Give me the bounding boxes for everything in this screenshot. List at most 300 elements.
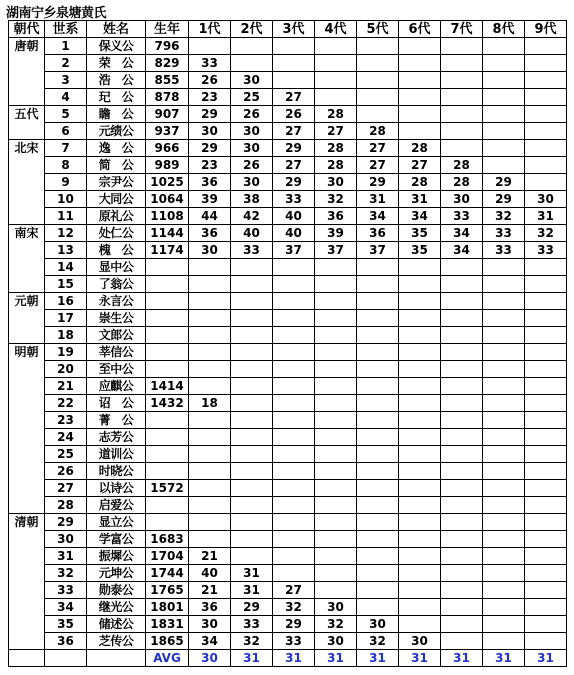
avg-cell: 31 — [525, 650, 567, 667]
column-header-gen3: 3代 — [273, 21, 315, 38]
dynasty-cell — [9, 242, 45, 259]
gen5-cell — [357, 446, 399, 463]
gen8-cell: 29 — [483, 191, 525, 208]
gen5-cell: 37 — [357, 242, 399, 259]
gen1-cell — [189, 361, 231, 378]
gen7-cell — [441, 429, 483, 446]
gen2-cell — [231, 55, 273, 72]
avg-cell: 31 — [357, 650, 399, 667]
name-cell: 元绩公 — [87, 123, 146, 140]
gen5-cell — [357, 429, 399, 446]
column-header-gen4: 4代 — [315, 21, 357, 38]
dynasty-cell — [9, 548, 45, 565]
generation-cell: 6 — [45, 123, 87, 140]
dynasty-cell — [9, 361, 45, 378]
gen1-cell — [189, 531, 231, 548]
gen6-cell — [399, 616, 441, 633]
table-row — [9, 106, 567, 123]
gen1-cell: 36 — [189, 225, 231, 242]
gen2-cell — [231, 514, 273, 531]
gen1-cell — [189, 412, 231, 429]
birth-year-cell — [146, 497, 189, 514]
generation-cell: 3 — [45, 72, 87, 89]
gen9-cell — [525, 514, 567, 531]
generation-cell: 13 — [45, 242, 87, 259]
dynasty-cell — [9, 276, 45, 293]
gen6-cell — [399, 293, 441, 310]
table-row — [9, 616, 567, 633]
gen8-cell — [483, 310, 525, 327]
gen3-cell: 27 — [273, 89, 315, 106]
generation-cell: 31 — [45, 548, 87, 565]
gen8-cell — [483, 395, 525, 412]
gen2-cell — [231, 293, 273, 310]
gen1-cell — [189, 446, 231, 463]
gen7-cell: 34 — [441, 225, 483, 242]
gen5-cell: 36 — [357, 225, 399, 242]
gen6-cell: 35 — [399, 242, 441, 259]
generation-cell: 36 — [45, 633, 87, 650]
generation-cell: 24 — [45, 429, 87, 446]
name-cell: 学富公 — [87, 531, 146, 548]
gen7-cell: 28 — [441, 157, 483, 174]
birth-year-cell: 907 — [146, 106, 189, 123]
gen4-cell: 28 — [315, 140, 357, 157]
gen5-cell — [357, 565, 399, 582]
gen8-cell — [483, 276, 525, 293]
header-row — [9, 21, 567, 38]
gen3-cell — [273, 259, 315, 276]
gen5-cell — [357, 293, 399, 310]
gen9-cell — [525, 565, 567, 582]
dynasty-cell: 清朝 — [9, 514, 45, 531]
birth-year-cell: 1765 — [146, 582, 189, 599]
gen5-cell: 27 — [357, 157, 399, 174]
gen6-cell — [399, 548, 441, 565]
column-header-gen1: 1代 — [189, 21, 231, 38]
gen8-cell — [483, 89, 525, 106]
gen4-cell — [315, 412, 357, 429]
gen6-cell — [399, 599, 441, 616]
birth-year-cell: 1865 — [146, 633, 189, 650]
table-row — [9, 140, 567, 157]
gen1-cell — [189, 327, 231, 344]
gen3-cell — [273, 429, 315, 446]
gen8-cell — [483, 514, 525, 531]
name-cell: 显中公 — [87, 259, 146, 276]
gen7-cell — [441, 582, 483, 599]
gen8-cell — [483, 480, 525, 497]
dynasty-cell: 五代 — [9, 106, 45, 123]
dynasty-cell — [9, 310, 45, 327]
gen2-cell — [231, 548, 273, 565]
gen4-cell: 39 — [315, 225, 357, 242]
avg-cell: 30 — [189, 650, 231, 667]
name-cell: 永言公 — [87, 293, 146, 310]
gen8-cell: 32 — [483, 208, 525, 225]
gen6-cell — [399, 480, 441, 497]
page-title: 湖南宁乡泉塘黄氏 — [6, 6, 107, 21]
table-row — [9, 174, 567, 191]
dynasty-cell — [9, 565, 45, 582]
gen4-cell — [315, 514, 357, 531]
gen8-cell — [483, 123, 525, 140]
gen5-cell — [357, 276, 399, 293]
gen6-cell: 28 — [399, 174, 441, 191]
table-row — [9, 514, 567, 531]
gen9-cell: 30 — [525, 191, 567, 208]
gen4-cell: 32 — [315, 191, 357, 208]
gen8-cell — [483, 548, 525, 565]
gen1-cell — [189, 344, 231, 361]
gen8-cell: 33 — [483, 225, 525, 242]
avg-cell — [45, 650, 87, 667]
gen9-cell: 33 — [525, 242, 567, 259]
avg-cell: 31 — [273, 650, 315, 667]
dynasty-cell — [9, 55, 45, 72]
gen5-cell — [357, 582, 399, 599]
birth-year-cell: 1572 — [146, 480, 189, 497]
dynasty-cell — [9, 463, 45, 480]
gen5-cell — [357, 463, 399, 480]
gen2-cell: 30 — [231, 123, 273, 140]
name-cell: 宗尹公 — [87, 174, 146, 191]
birth-year-cell — [146, 361, 189, 378]
gen1-cell: 36 — [189, 599, 231, 616]
name-cell: 继光公 — [87, 599, 146, 616]
gen1-cell: 23 — [189, 157, 231, 174]
name-cell: 时晓公 — [87, 463, 146, 480]
gen7-cell: 33 — [441, 208, 483, 225]
name-cell: 瞻 公 — [87, 106, 146, 123]
gen2-cell: 33 — [231, 242, 273, 259]
dynasty-cell: 南宋 — [9, 225, 45, 242]
gen5-cell — [357, 531, 399, 548]
table-row — [9, 395, 567, 412]
dynasty-cell — [9, 412, 45, 429]
gen2-cell: 30 — [231, 72, 273, 89]
gen5-cell — [357, 344, 399, 361]
gen1-cell: 26 — [189, 72, 231, 89]
birth-year-cell: 966 — [146, 140, 189, 157]
gen2-cell — [231, 497, 273, 514]
gen5-cell: 32 — [357, 633, 399, 650]
gen6-cell — [399, 276, 441, 293]
gen3-cell — [273, 565, 315, 582]
generation-cell: 33 — [45, 582, 87, 599]
gen8-cell — [483, 327, 525, 344]
name-cell: 崇生公 — [87, 310, 146, 327]
gen3-cell — [273, 276, 315, 293]
table-row — [9, 599, 567, 616]
name-cell: 储述公 — [87, 616, 146, 633]
gen8-cell — [483, 497, 525, 514]
gen5-cell — [357, 55, 399, 72]
dynasty-cell — [9, 429, 45, 446]
gen7-cell — [441, 310, 483, 327]
gen9-cell — [525, 446, 567, 463]
gen9-cell — [525, 616, 567, 633]
gen3-cell: 37 — [273, 242, 315, 259]
gen4-cell: 32 — [315, 616, 357, 633]
birth-year-cell: 989 — [146, 157, 189, 174]
dynasty-cell — [9, 395, 45, 412]
generation-cell: 23 — [45, 412, 87, 429]
birth-year-cell: 1744 — [146, 565, 189, 582]
gen8-cell — [483, 106, 525, 123]
dynasty-cell — [9, 378, 45, 395]
gen6-cell — [399, 514, 441, 531]
gen8-cell — [483, 293, 525, 310]
gen7-cell — [441, 293, 483, 310]
table-row — [9, 412, 567, 429]
generation-cell: 17 — [45, 310, 87, 327]
gen9-cell — [525, 140, 567, 157]
gen6-cell: 30 — [399, 633, 441, 650]
gen1-cell: 30 — [189, 616, 231, 633]
gen4-cell: 30 — [315, 633, 357, 650]
gen9-cell — [525, 157, 567, 174]
birth-year-cell: 1108 — [146, 208, 189, 225]
gen3-cell — [273, 378, 315, 395]
gen7-cell — [441, 361, 483, 378]
gen7-cell — [441, 106, 483, 123]
gen5-cell — [357, 480, 399, 497]
avg-label: AVG — [146, 650, 189, 667]
gen7-cell: 30 — [441, 191, 483, 208]
gen6-cell — [399, 344, 441, 361]
gen2-cell — [231, 310, 273, 327]
gen6-cell — [399, 378, 441, 395]
birth-year-cell — [146, 327, 189, 344]
dynasty-cell — [9, 446, 45, 463]
gen1-cell — [189, 38, 231, 55]
average-row — [9, 650, 567, 667]
gen5-cell — [357, 310, 399, 327]
name-cell: 原礼公 — [87, 208, 146, 225]
table-row — [9, 123, 567, 140]
table-row — [9, 89, 567, 106]
gen7-cell — [441, 38, 483, 55]
gen6-cell: 34 — [399, 208, 441, 225]
table-row — [9, 633, 567, 650]
gen5-cell: 31 — [357, 191, 399, 208]
column-header-gen2: 2代 — [231, 21, 273, 38]
gen1-cell — [189, 463, 231, 480]
table-row — [9, 191, 567, 208]
table-row — [9, 548, 567, 565]
gen5-cell — [357, 106, 399, 123]
gen3-cell — [273, 293, 315, 310]
gen7-cell — [441, 514, 483, 531]
gen3-cell — [273, 463, 315, 480]
gen3-cell: 33 — [273, 633, 315, 650]
table-row — [9, 38, 567, 55]
gen8-cell — [483, 55, 525, 72]
gen1-cell — [189, 497, 231, 514]
gen9-cell — [525, 429, 567, 446]
birth-year-cell: 1414 — [146, 378, 189, 395]
generation-cell: 30 — [45, 531, 87, 548]
gen7-cell: 28 — [441, 174, 483, 191]
gen2-cell: 30 — [231, 174, 273, 191]
gen8-cell — [483, 616, 525, 633]
table-row — [9, 55, 567, 72]
gen9-cell — [525, 174, 567, 191]
name-cell: 以诗公 — [87, 480, 146, 497]
gen5-cell — [357, 548, 399, 565]
generation-cell: 20 — [45, 361, 87, 378]
gen5-cell: 27 — [357, 140, 399, 157]
avg-cell: 31 — [399, 650, 441, 667]
gen4-cell — [315, 497, 357, 514]
gen9-cell — [525, 38, 567, 55]
gen6-cell: 35 — [399, 225, 441, 242]
gen1-cell: 21 — [189, 548, 231, 565]
gen3-cell — [273, 327, 315, 344]
gen3-cell — [273, 55, 315, 72]
gen4-cell: 28 — [315, 157, 357, 174]
gen9-cell — [525, 463, 567, 480]
name-cell: 诏 公 — [87, 395, 146, 412]
birth-year-cell — [146, 259, 189, 276]
gen1-cell — [189, 293, 231, 310]
birth-year-cell: 1064 — [146, 191, 189, 208]
generation-cell: 29 — [45, 514, 87, 531]
column-header-gen8: 8代 — [483, 21, 525, 38]
column-header-birth-year: 生年 — [146, 21, 189, 38]
birth-year-cell — [146, 429, 189, 446]
table-row — [9, 446, 567, 463]
gen7-cell — [441, 565, 483, 582]
gen4-cell — [315, 463, 357, 480]
gen9-cell — [525, 548, 567, 565]
gen6-cell — [399, 531, 441, 548]
gen9-cell — [525, 310, 567, 327]
gen8-cell — [483, 446, 525, 463]
table-row — [9, 157, 567, 174]
table-row — [9, 72, 567, 89]
table-row — [9, 344, 567, 361]
gen8-cell — [483, 72, 525, 89]
gen3-cell — [273, 514, 315, 531]
gen8-cell — [483, 412, 525, 429]
gen5-cell — [357, 361, 399, 378]
column-header-gen6: 6代 — [399, 21, 441, 38]
birth-year-cell: 1025 — [146, 174, 189, 191]
birth-year-cell: 1683 — [146, 531, 189, 548]
gen4-cell — [315, 293, 357, 310]
gen4-cell — [315, 55, 357, 72]
gen3-cell: 32 — [273, 599, 315, 616]
generation-cell: 16 — [45, 293, 87, 310]
gen2-cell: 31 — [231, 582, 273, 599]
gen2-cell: 26 — [231, 157, 273, 174]
generation-cell: 7 — [45, 140, 87, 157]
name-cell: 元坤公 — [87, 565, 146, 582]
gen6-cell — [399, 429, 441, 446]
gen6-cell — [399, 395, 441, 412]
gen7-cell — [441, 55, 483, 72]
gen6-cell — [399, 106, 441, 123]
table-row — [9, 565, 567, 582]
gen8-cell — [483, 361, 525, 378]
table-row — [9, 225, 567, 242]
birth-year-cell: 829 — [146, 55, 189, 72]
gen7-cell — [441, 599, 483, 616]
gen8-cell — [483, 565, 525, 582]
gen4-cell — [315, 72, 357, 89]
gen5-cell — [357, 89, 399, 106]
dynasty-cell — [9, 616, 45, 633]
generation-cell: 22 — [45, 395, 87, 412]
gen5-cell — [357, 395, 399, 412]
gen2-cell: 30 — [231, 140, 273, 157]
generation-cell: 5 — [45, 106, 87, 123]
gen9-cell — [525, 327, 567, 344]
generation-cell: 18 — [45, 327, 87, 344]
gen3-cell — [273, 480, 315, 497]
gen2-cell — [231, 361, 273, 378]
birth-year-cell — [146, 463, 189, 480]
lineage-table — [8, 20, 567, 667]
gen6-cell — [399, 565, 441, 582]
gen3-cell: 27 — [273, 157, 315, 174]
dynasty-cell — [9, 208, 45, 225]
name-cell: 浩 公 — [87, 72, 146, 89]
gen5-cell — [357, 38, 399, 55]
gen6-cell — [399, 72, 441, 89]
gen1-cell: 44 — [189, 208, 231, 225]
gen2-cell — [231, 344, 273, 361]
gen3-cell: 29 — [273, 140, 315, 157]
gen9-cell — [525, 599, 567, 616]
gen2-cell — [231, 395, 273, 412]
birth-year-cell — [146, 446, 189, 463]
name-cell: 处仁公 — [87, 225, 146, 242]
gen1-cell: 34 — [189, 633, 231, 650]
gen9-cell — [525, 633, 567, 650]
gen8-cell — [483, 582, 525, 599]
gen4-cell: 28 — [315, 106, 357, 123]
gen7-cell — [441, 276, 483, 293]
gen3-cell: 27 — [273, 123, 315, 140]
generation-cell: 2 — [45, 55, 87, 72]
gen7-cell — [441, 89, 483, 106]
gen2-cell: 42 — [231, 208, 273, 225]
gen8-cell — [483, 344, 525, 361]
name-cell: 菁 公 — [87, 412, 146, 429]
gen2-cell — [231, 259, 273, 276]
gen2-cell — [231, 463, 273, 480]
gen5-cell — [357, 599, 399, 616]
birth-year-cell — [146, 514, 189, 531]
table-row — [9, 242, 567, 259]
gen4-cell — [315, 565, 357, 582]
gen8-cell — [483, 38, 525, 55]
dynasty-cell: 明朝 — [9, 344, 45, 361]
birth-year-cell — [146, 412, 189, 429]
gen8-cell: 29 — [483, 174, 525, 191]
column-header-gen9: 9代 — [525, 21, 567, 38]
gen4-cell — [315, 480, 357, 497]
birth-year-cell — [146, 310, 189, 327]
gen7-cell — [441, 548, 483, 565]
name-cell: 芝传公 — [87, 633, 146, 650]
gen9-cell — [525, 497, 567, 514]
gen1-cell: 33 — [189, 55, 231, 72]
gen9-cell — [525, 106, 567, 123]
